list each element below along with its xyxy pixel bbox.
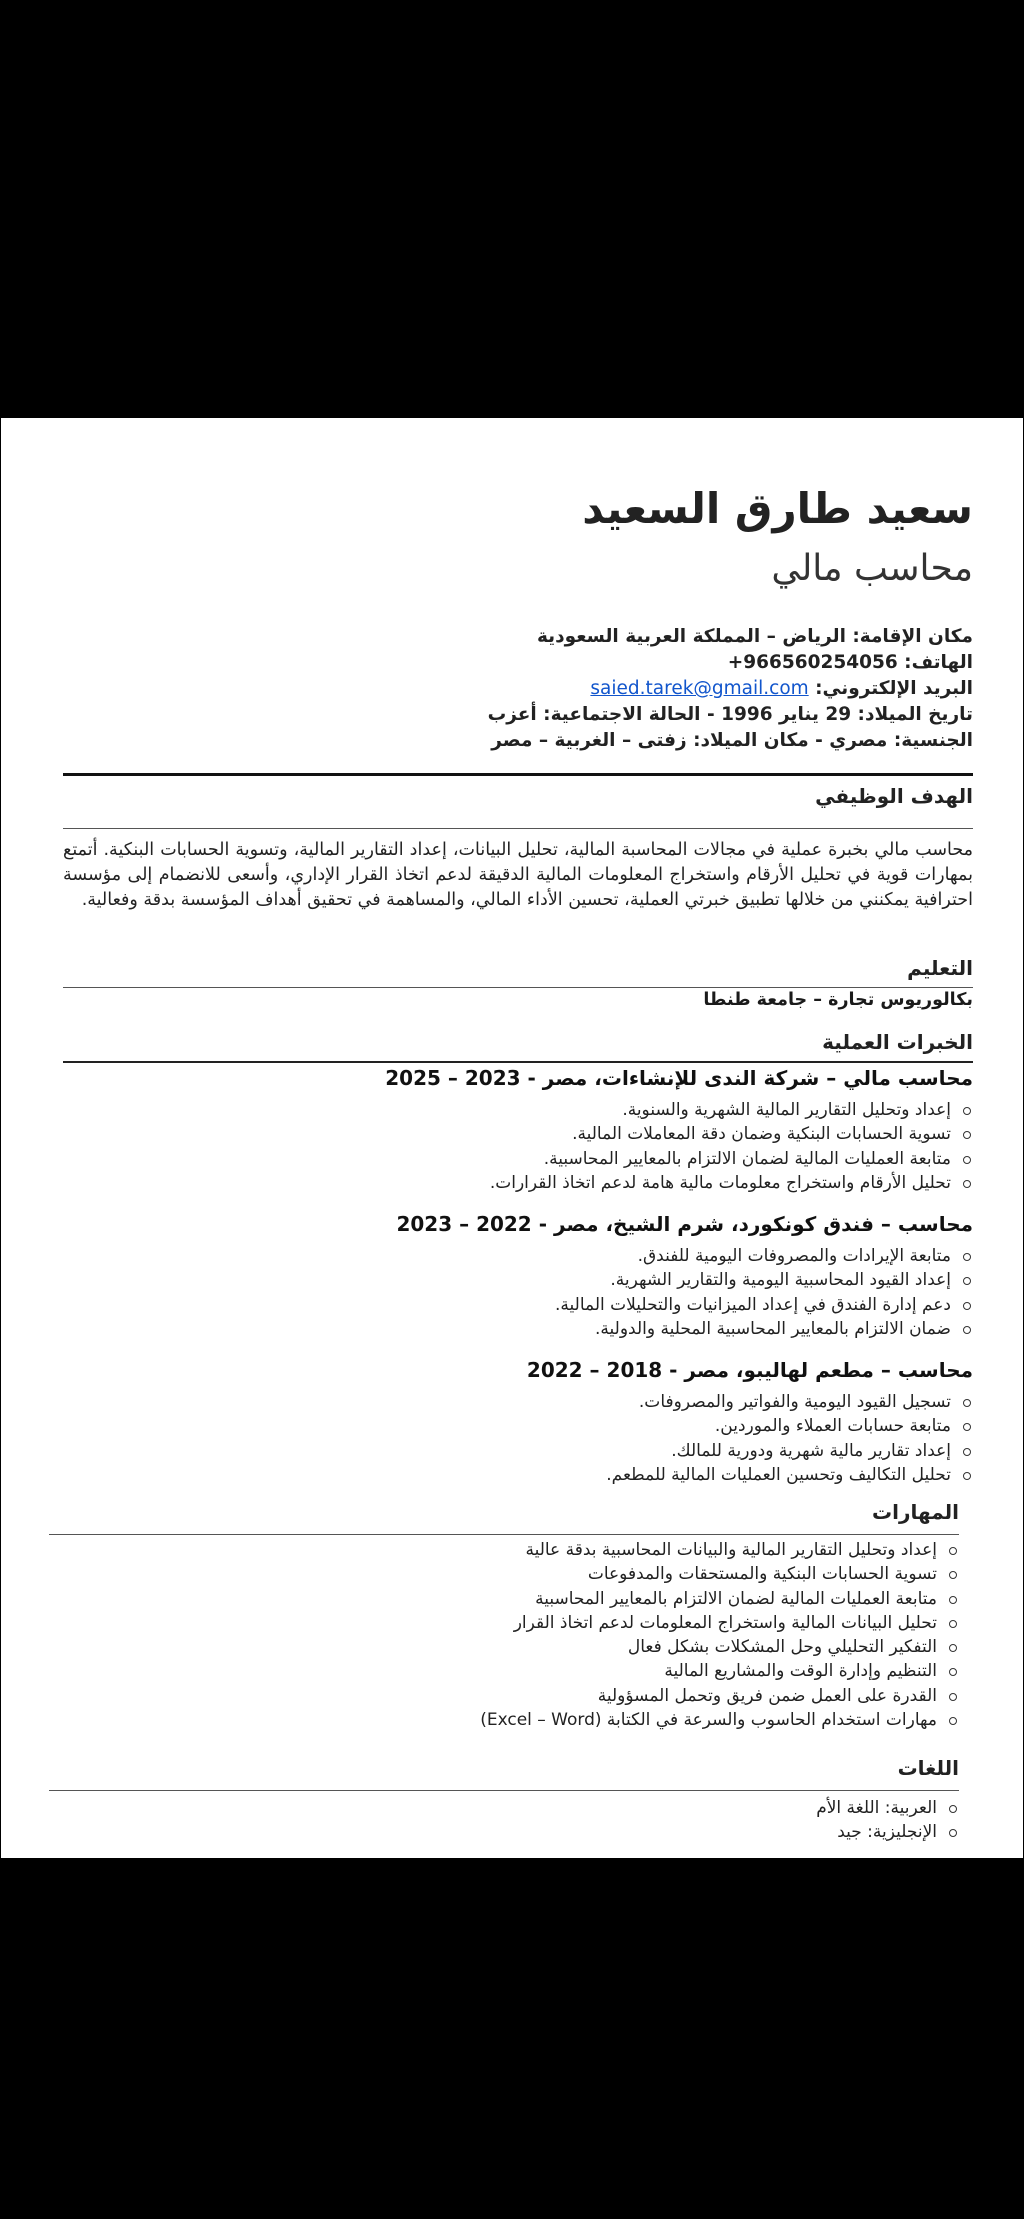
list-item: تحليل التكاليف وتحسين العمليات المالية للمطعم. — [606, 1463, 973, 1487]
languages-list — [816, 1796, 959, 1845]
contact-info — [488, 624, 973, 754]
education-degree: بكالوريوس تجارة – جامعة طنطا — [703, 990, 973, 1010]
experience-heading: الخبرات العملية — [822, 1030, 973, 1054]
list-item: متابعة العمليات المالية لضمان الالتزام بالمعايير المحاسبية — [480, 1587, 959, 1611]
birth-marital-line: تاريخ الميلاد: 29 يناير 1996 - الحالة الاجتماعية: أعزب — [487, 704, 973, 725]
job-3-duties — [606, 1390, 973, 1487]
languages-heading: اللغات — [897, 1756, 959, 1780]
list-item: ضمان الالتزام بالمعايير المحاسبية المحلية والدولية. — [555, 1317, 973, 1341]
phone-line: الهاتف: 966560254056+ — [727, 652, 973, 673]
list-item: العربية: اللغة الأم — [816, 1796, 959, 1820]
resume-page — [1, 418, 1023, 1858]
job-3-title: محاسب – مطعم لهاليبو، مصر - 2018 – 2022 — [526, 1358, 973, 1382]
residence-line: مكان الإقامة: الرياض – المملكة العربية السعودية — [536, 626, 973, 647]
objective-heading: الهدف الوظيفي — [815, 784, 973, 808]
list-item: تسوية الحسابات البنكية والمستحقات والمدفوعات — [480, 1562, 959, 1586]
list-item: القدرة على العمل ضمن فريق وتحمل المسؤولية — [480, 1684, 959, 1708]
list-item: تحليل الأرقام واستخراج معلومات مالية هامة لدعم اتخاذ القرارات. — [490, 1171, 973, 1195]
list-item: إعداد وتحليل التقارير المالية والبيانات المحاسبية بدقة عالية — [480, 1538, 959, 1562]
list-item: دعم إدارة الفندق في إعداد الميزانيات والتحليلات المالية. — [555, 1293, 973, 1317]
list-item: إعداد وتحليل التقارير المالية الشهرية والسنوية. — [490, 1098, 973, 1122]
skills-list — [480, 1538, 959, 1732]
skills-heading: المهارات — [872, 1500, 959, 1524]
job-1-title: محاسب مالي – شركة الندى للإنشاءات، مصر - 2023 – 2025 — [385, 1066, 973, 1090]
list-item: تحليل البيانات المالية واستخراج المعلومات لدعم اتخاذ القرار — [480, 1611, 959, 1635]
objective-text: محاسب مالي بخبرة عملية في مجالات المحاسبة المالية، تحليل البيانات، إعداد التقارير المالية، وتسوية الحسابات البنكية. أتمتع بمهارات قوية في تحليل الأرقام واستخراج المعلومات المالية الدقيقة لدعم اتخاذ القرار الإداري، وأسعى للانضمام إلى مؤسسة احترافية يمكنني من خلالها تطبيق خبرتي العملية، تحسين الأداء المالي، والمساهمة في تحقيق أهداف المؤسسة بدقة وفعالية. — [63, 840, 973, 910]
candidate-job-title: محاسب مالي — [771, 548, 973, 589]
email-link[interactable]: saied.tarek@gmail.com — [590, 678, 809, 699]
header-divider — [63, 773, 973, 776]
list-item: التفكير التحليلي وحل المشكلات بشكل فعال — [480, 1635, 959, 1659]
list-item: متابعة العمليات المالية لضمان الالتزام بالمعايير المحاسبية. — [490, 1147, 973, 1171]
experience-divider — [63, 1061, 973, 1063]
list-item: التنظيم وإدارة الوقت والمشاريع المالية — [480, 1659, 959, 1683]
job-1-duties — [490, 1098, 973, 1195]
list-item: تسجيل القيود اليومية والفواتير والمصروفات. — [606, 1390, 973, 1414]
list-item: مهارات استخدام الحاسوب والسرعة في الكتابة (Excel – Word) — [480, 1708, 959, 1732]
list-item: متابعة حسابات العملاء والموردين. — [606, 1414, 973, 1438]
list-item: إعداد تقارير مالية شهرية ودورية للمالك. — [606, 1439, 973, 1463]
job-2-duties — [555, 1244, 973, 1341]
objective-divider — [63, 828, 973, 829]
education-heading: التعليم — [907, 956, 973, 980]
candidate-name: سعيد طارق السعيد — [582, 484, 973, 533]
email-line — [488, 676, 973, 702]
list-item: متابعة الإيرادات والمصروفات اليومية للفندق. — [555, 1244, 973, 1268]
list-item: إعداد القيود المحاسبية اليومية والتقارير الشهرية. — [555, 1268, 973, 1292]
list-item: الإنجليزية: جيد — [816, 1820, 959, 1844]
skills-divider — [49, 1534, 959, 1535]
education-divider — [63, 987, 973, 988]
nationality-line: الجنسية: مصري - مكان الميلاد: زفتى – الغربية – مصر — [491, 730, 973, 751]
list-item: تسوية الحسابات البنكية وضمان دقة المعاملات المالية. — [490, 1122, 973, 1146]
email-label: البريد الإلكتروني: — [808, 678, 973, 699]
languages-divider — [49, 1790, 959, 1791]
job-2-title: محاسب – فندق كونكورد، شرم الشيخ، مصر - 2022 – 2023 — [396, 1212, 973, 1236]
